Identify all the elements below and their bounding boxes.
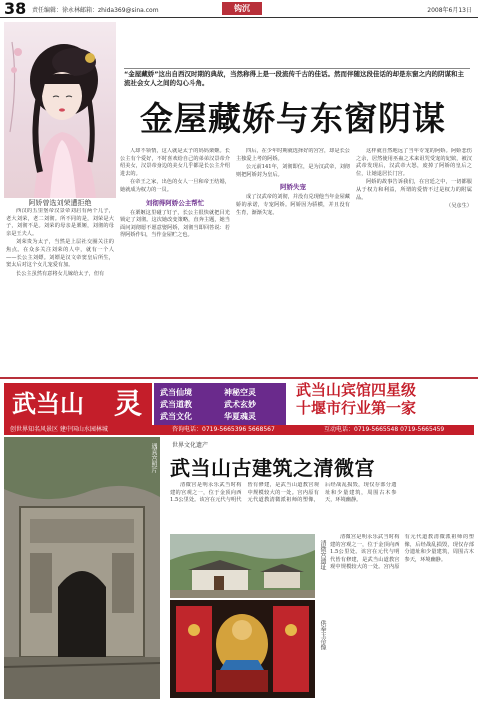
subhead: 刘彻得阿娇公主帮忙 <box>145 198 205 207</box>
paragraph: 长公主虽然有意将女儿嫁给太子，但有 <box>16 270 105 277</box>
ad-verse: 神秘空灵 <box>224 388 256 397</box>
ruins-photo <box>4 437 160 699</box>
page-header <box>0 0 478 18</box>
ad-contact-strip <box>4 425 474 435</box>
paragraph: 清微宫是明永乐武当时构建的宫观之一，位于金顶向西1.5公里处。该宫在元代与明代皆有修建，是武当山道教宫观中规模较大的一处。宫内原有元代道教清微派祖师的塑像，后经战乱损毁，现仅存部分遗址和少量建筑，周围古木参天，环境幽静。 <box>170 482 397 504</box>
paragraph: 在帝王之家，出色的女人一旦和帝王结婚，她就成为权力的一员。 <box>120 179 230 193</box>
ad-logo <box>4 383 152 425</box>
article-column-3 <box>236 148 350 374</box>
ad-hotline: 互动电话：0719-5665548 0719-5665459 <box>324 426 445 433</box>
deity-photo <box>170 600 315 698</box>
page-number: 38 <box>4 0 27 18</box>
heritage-tag: 世界文化遗产 <box>172 442 209 449</box>
paragraph: 成了汉武帝的刘彻，并没有兑现他当年金屋藏娇的承诺，专宠阿娇。阿娇因为骄横，并且没有生育，渐渐失宠。 <box>236 194 350 216</box>
issue-date: 2008年6月13日 <box>427 7 472 14</box>
ad-hotel-text <box>296 381 416 417</box>
article-column-4 <box>356 148 472 374</box>
temple-photo <box>170 534 315 598</box>
story-title: 武当山古建筑之清微宫 <box>170 456 375 480</box>
woman-portrait-icon <box>4 22 116 198</box>
paragraph: 公元前141年，刘彻即位，是为汉武帝，刘彻则把阿娇封为皇后。 <box>236 164 350 178</box>
article-column-1 <box>6 208 114 374</box>
paragraph: 这样就自然地远了当年专宠的阿娇。阿娇悲伤之余，居然使用巫蛊之术来诅咒受宠的妃嫔，被汉武帝发现后，汉武帝大怒，废掉了阿娇的皇后之位，让她退居长门宫。 <box>356 148 472 177</box>
ad-verse: 武当仙境 <box>160 388 192 397</box>
editor-line: 责任编辑：徐永林邮箱：zhida369@sina.com <box>32 7 159 14</box>
paragraph: 刘荣贵为太子，当然是上层社交圈关注的焦点。在众多关注刘荣的人中，就有一个人——长公主刘嫖。刘嫖是汉文帝窦皇后所生，窦太后对这个女儿宠爱有加。 <box>6 239 114 269</box>
ad-phone: 咨询电话：0719-5665396 5668567 <box>172 426 275 433</box>
story-body-continued <box>330 534 474 698</box>
section-label: 钩沉 <box>222 2 262 15</box>
ad-hotel-line: 十堰市行业第一家 <box>296 399 417 417</box>
author-byline: （吴彦生） <box>446 203 472 210</box>
paragraph: 清微宫是明永乐武当时构建的宫观之一，位于金顶向西1.5公里处。该宫在元代与明代皆有修建，是武当山道教宫观中规模较大的一处。宫内原有元代道教清微派祖师的塑像，后经战乱损毁，现仅存部分遗址和少量建筑，周围古木参天，环境幽静。 <box>330 534 474 571</box>
paragraph: 人却不领情，这人就是太子的妈妈栗姬。长公主有个爱好，不时喜欢给自己的弟弟汉景帝介绍美女，汉景帝身边的美女几乎都是长公主介绍进去的。 <box>120 148 230 177</box>
ad-verse: 武当文化 <box>160 412 192 421</box>
deity-photo-caption: 供奉玉帝像 <box>319 620 326 650</box>
paragraph: 西汉的五里堡帝汉景帝刘启有两个儿子，老大刘荣，老二刘彻。所不同的是，刘荣是大子，刘彻不是。刘荣的母亲是栗姬，刘彻的母亲是王夫人。 <box>6 208 114 237</box>
ad-hotel-line: 武当山宾馆四星级 <box>296 381 417 399</box>
ad-logo-text: 武当山 <box>12 389 84 418</box>
story-body <box>170 482 474 532</box>
title-rule <box>124 68 470 69</box>
subhead: 阿娇失宠 <box>280 183 306 192</box>
paragraph: 在栗姬这里碰了钉子，长公主很快就把目光锁定了刘彻。这次她改变策略，直奔主题，她当面问刘彻愿不愿意娶阿娇，刘彻当即回答说：若得阿娇作妇，当作金屋贮之也。 <box>120 209 230 239</box>
ad-slogan: 创世界知名风景区 建中国山水园林城 <box>10 426 108 433</box>
stone-gate-icon <box>4 437 160 699</box>
paragraph: 阿娇的故事告诉我们，在宫廷之中，一切都服从于权力和利益，所谓的爱情不过是权力的附属品。 <box>356 179 472 201</box>
ad-verse: 武术玄妙 <box>224 400 256 409</box>
wudang-ad-banner <box>0 377 478 433</box>
article-column-2 <box>120 148 230 374</box>
portrait-caption: 阿娇曾选刘荣遭拒绝 <box>28 199 92 207</box>
temple-building-icon <box>170 534 315 598</box>
portrait-illustration <box>4 22 116 198</box>
paragraph: 四后，在少年时期就选择好的宫宫，却是长公主独爱上考的阿娇。 <box>236 148 350 162</box>
deity-statue-icon <box>170 600 315 698</box>
ad-verses <box>154 383 286 425</box>
article-lead: “金屋藏娇”这出自西汉时期的典故，当然称得上是一段流传千古的佳话。然而伴随这段佳话的却是东窗之内的阴谋和主流社会女人之间的勾心斗角。 <box>124 70 465 87</box>
article-title: 金屋藏娇与东窗阴谋 <box>140 99 446 138</box>
ruins-photo-caption: 遇真宫照片 <box>150 443 157 473</box>
ad-verse: 武当道教 <box>160 400 192 409</box>
ad-logo-char: 灵 <box>113 387 142 420</box>
ad-verse: 华夏魂灵 <box>224 412 256 421</box>
temple-photo-caption: 清微宫遗址 <box>319 540 326 570</box>
